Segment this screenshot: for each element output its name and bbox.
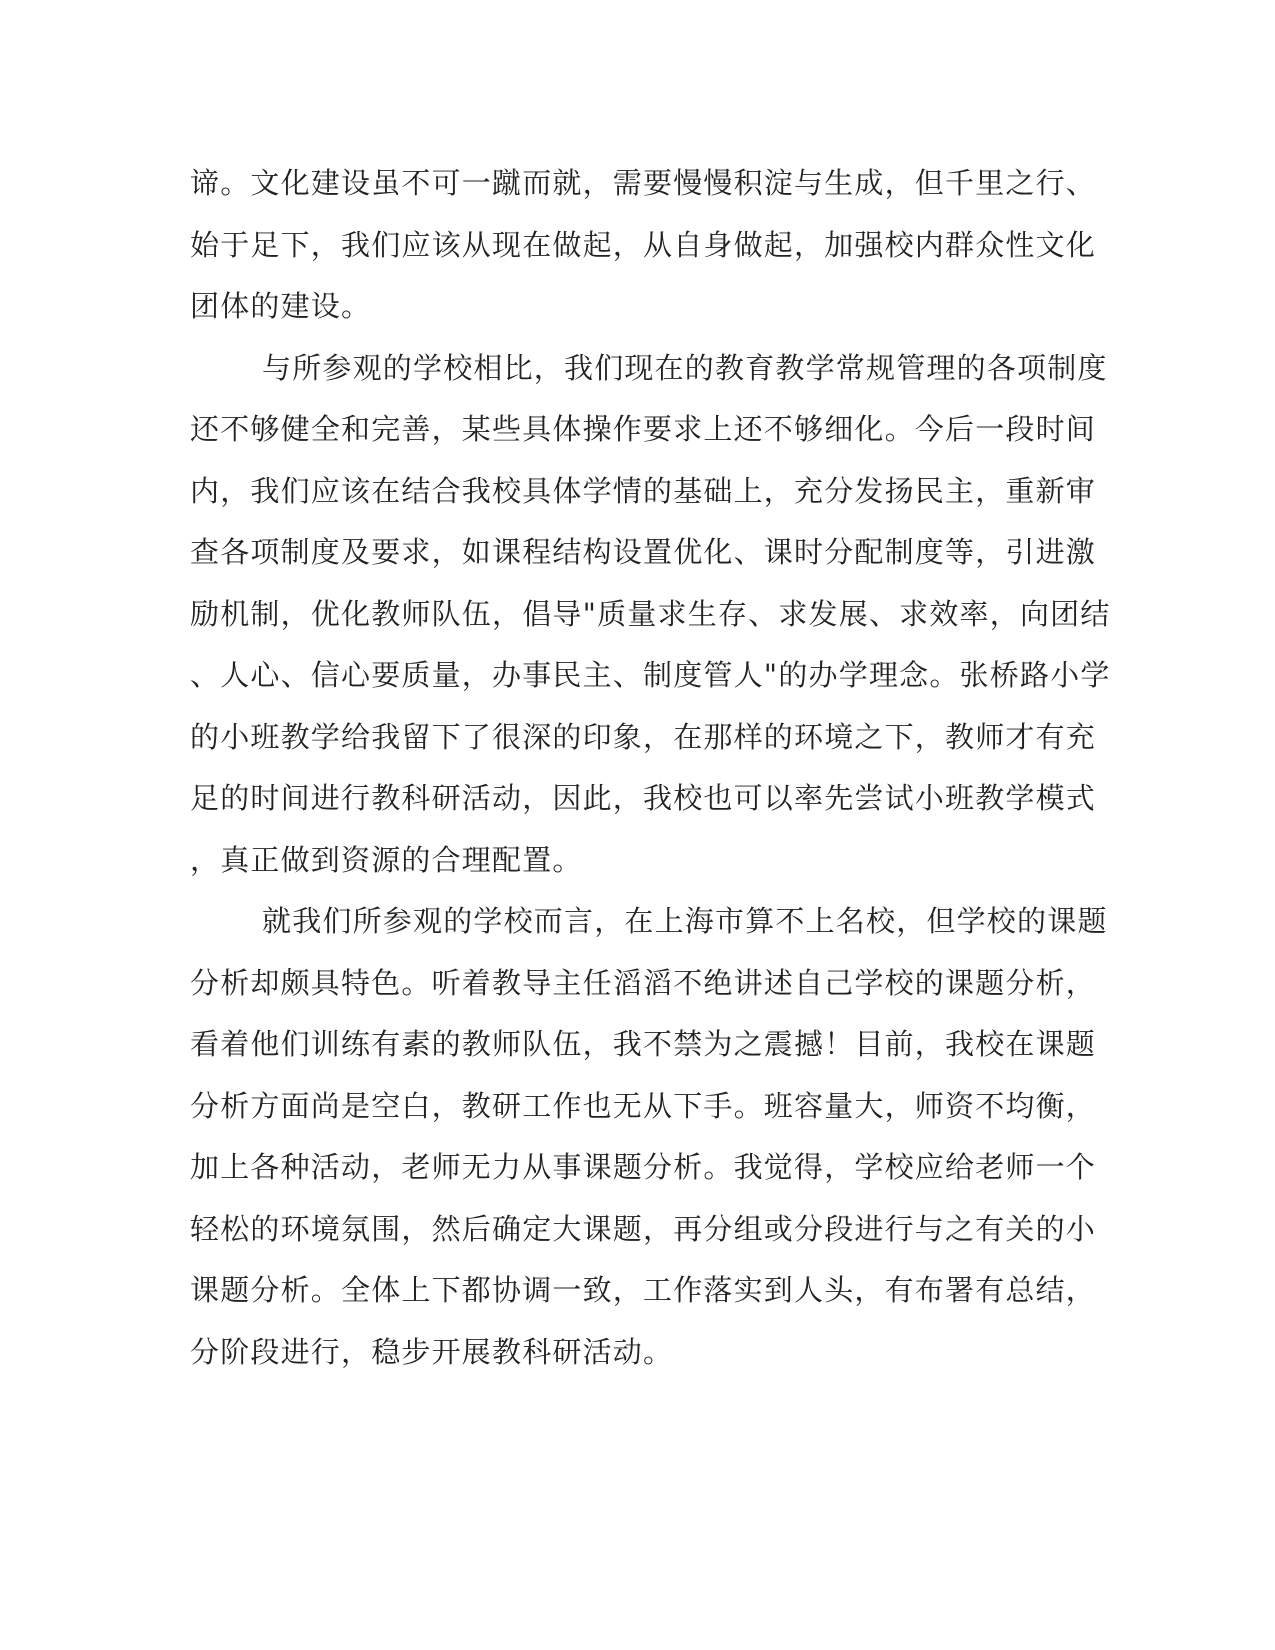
text-line: 轻松的环境氛围，然后确定大课题，再分组或分段进行与之有关的小 [190,1211,1097,1246]
text-line: 、人心、信心要质量，办事民主、制度管人"的办学理念。张桥路小学 [190,658,1111,692]
text-line: 分阶段进行，稳步开展教科研活动。 [190,1334,674,1369]
text-line: 足的时间进行教科研活动，因此，我校也可以率先尝试小班教学模式 [190,781,1097,815]
text-line: 内，我们应该在结合我校具体学情的基础上，充分发扬民主，重新审 [190,473,1097,508]
text-line-indented: 与所参观的学校相比，我们现在的教育教学常规管理的各项制度 [262,350,1108,385]
document-body [190,153,1111,1383]
text-line: 始于足下，我们应该从现在做起，从自身做起，加强校内群众性文化 [190,227,1097,262]
text-line: 分析方面尚是空白，教研工作也无从下手。班容量大，师资不均衡， [190,1088,1097,1123]
text-line: 看着他们训练有素的教师队伍，我不禁为之震撼！目前，我校在课题 [190,1027,1097,1061]
text-line: 团体的建设。 [190,289,372,323]
text-line: 谛。文化建设虽不可一蹴而就，需要慢慢积淀与生成，但千里之行、 [190,166,1097,200]
text-line: 查各项制度及要求，如课程结构设置优化、课时分配制度等，引进激 [190,535,1097,569]
text-line: 分析却颇具特色。听着教导主任滔滔不绝讲述自己学校的课题分析， [190,965,1097,1000]
text-line-indented: 就我们所参观的学校而言，在上海市算不上名校，但学校的课题 [262,904,1108,938]
text-line: 的小班教学给我留下了很深的印象，在那样的环境之下，教师才有充 [190,719,1097,754]
text-line: 励机制，优化教师队伍，倡导"质量求生存、求发展、求效率，向团结 [190,596,1111,631]
text-line: 还不够健全和完善，某些具体操作要求上还不够细化。今后一段时间 [190,412,1097,446]
text-line: ，真正做到资源的合理配置。 [190,842,583,877]
text-line: 加上各种活动，老师无力从事课题分析。我觉得，学校应给老师一个 [190,1150,1097,1184]
text-line: 课题分析。全体上下都协调一致，工作落实到人头，有布署有总结， [190,1273,1097,1307]
